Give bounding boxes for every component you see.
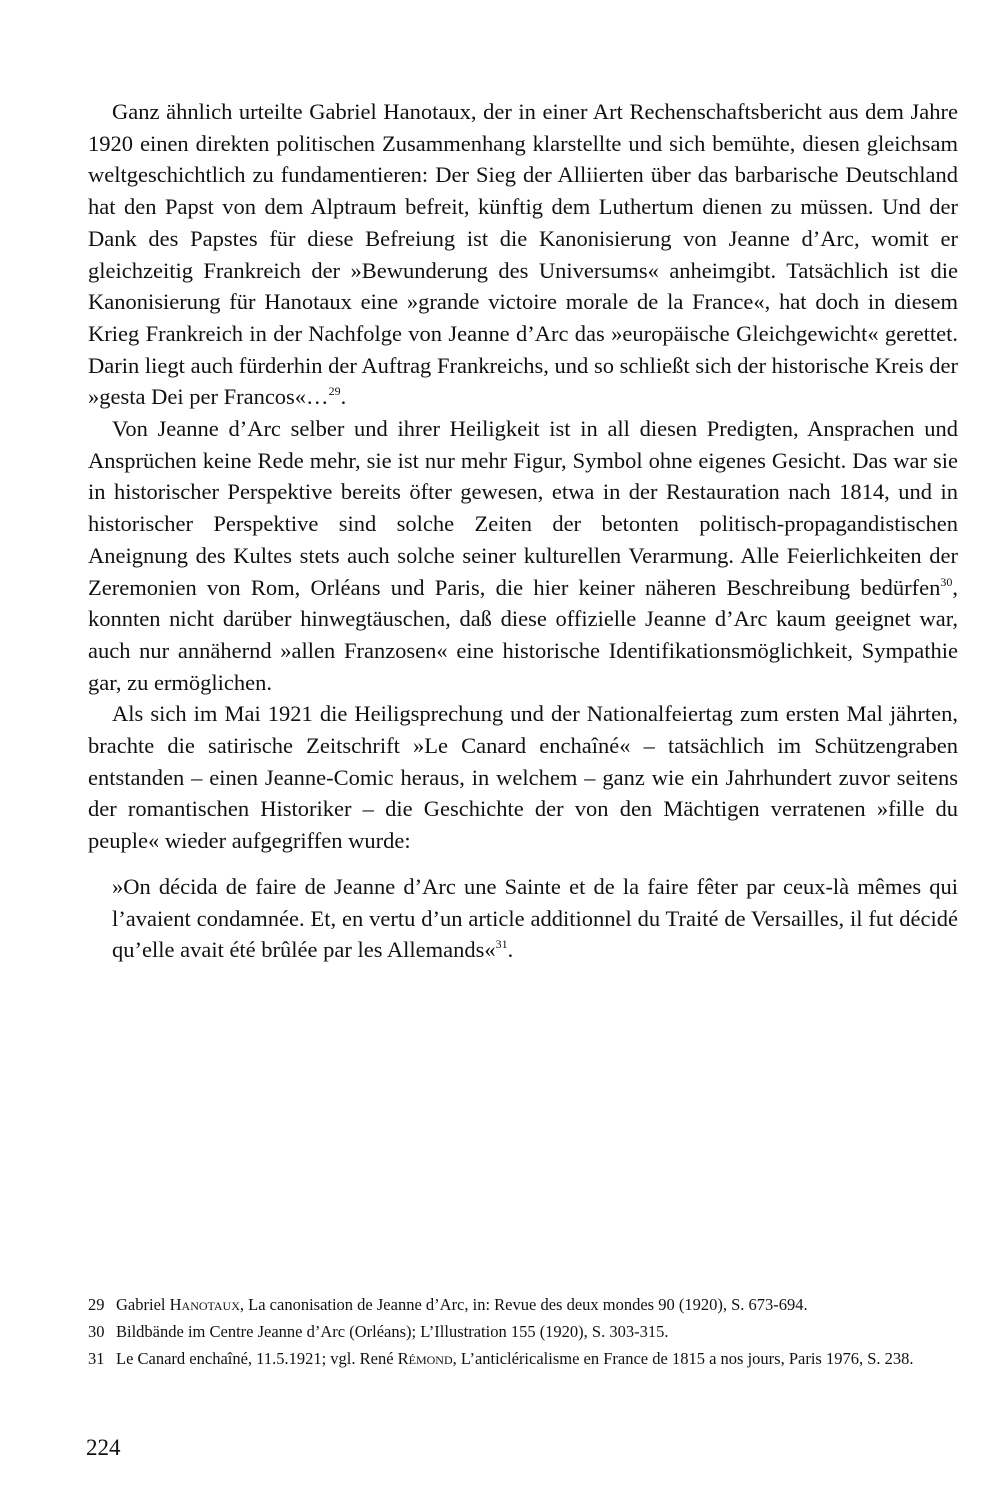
footnote-number: 30: [88, 1322, 105, 1341]
footnote-number: 29: [88, 1295, 105, 1314]
paragraph-2: [88, 413, 958, 698]
footnote-number: 31: [88, 1349, 105, 1368]
paragraph-1: [88, 96, 958, 413]
footnote-author: Rémond: [397, 1349, 453, 1368]
footnotes: [88, 1293, 960, 1374]
footnote-text: [116, 1347, 960, 1370]
paragraph-2-text-a: Von Jeanne d’Arc selber und ihrer Heiligkeit ist in all diesen Predigten, Ansprachen und Ansprüchen keine Rede mehr, sie ist nur mehr Figur, Symbol ohne eigenes Gesicht. Das war sie in historischer Perspektive bereits öfter gewesen, etwa in der Restauration nach 1814, und in historischer Perspektive sind solche Zeiten der betonten politisch-propagandistischen Aneignung des Kultes stets auch solche seiner kulturellen Verarmung. Alle Feierlichkeiten der Zeremonien von Rom, Orléans und Paris, die hier keiner näheren Beschreibung bedürfen: [88, 416, 958, 600]
footnote-author: Hanotaux: [169, 1295, 240, 1314]
footnote-ref-31: 31: [495, 937, 508, 952]
page-number: 224: [86, 1435, 121, 1460]
footnote-30: [88, 1320, 960, 1343]
footnote-text-pre: Gabriel: [116, 1295, 170, 1314]
paragraph-1-text: Ganz ähnlich urteilte Gabriel Hanotaux, der in einer Art Rechenschaftsbericht aus dem Jahre 1920 einen direkten politischen Zusammenhang klarstellte und sich bemühte, diesen gleichsam weltgeschichtlich zu fundamentieren: Der Sieg der Alliierten über das barbarische Deutschland hat den Papst von dem Alptraum befreit, künftig dem Luthertum dienen zu müssen. Und der Dank des Papstes für diese Befreiung ist die Kanonisierung von Jeanne d’Arc, womit er gleichzeitig Frankreich der »Bewunderung des Universums« anheimgibt. Tatsächlich ist die Kanonisierung für Hanotaux eine »grande victoire morale de la France«, hat doch in diesem Krieg Frankreich in der Nachfolge von Jeanne d’Arc das »europäische Gleichgewicht« gerettet. Darin liegt auch fürderhin der Auftrag Frankreichs, und so schließt sich der historische Kreis der »gesta Dei per Francos«…: [88, 99, 958, 410]
footnote-text-post: , La canonisation de Jeanne d’Arc, in: Revue des deux mondes 90 (1920), S. 673-694.: [239, 1295, 808, 1314]
paragraph-2-text-b: , konnten nicht darüber hinwegtäuschen, daß diese offizielle Jeanne d’Arc kaum geeignet war, auch nur annähernd »allen Franzosen« eine historische Identifikationsmöglichkeit, Sympathie gar, zu ermöglichen.: [88, 574, 958, 695]
footnote-31: [88, 1347, 960, 1370]
footnote-text-post: , L’anticléricalisme en France de 1815 a nos jours, Paris 1976, S. 238.: [452, 1349, 914, 1368]
footnote-text-pre: Le Canard enchaîné, 11.5.1921; vgl. René: [116, 1349, 398, 1368]
paragraph-3: Als sich im Mai 1921 die Heiligsprechung und der Nationalfeiertag zum ersten Mal jährten, brachte die satirische Zeitschrift »Le Canard enchaîné« – tatsächlich im Schützengraben entstanden – einen Jeanne-Comic heraus, in welchem – ganz wie ein Jahrhundert zuvor seitens der romantischen Historiker – die Geschichte der von den Mächtigen verratenen »fille du peuple« wieder aufgegriffen wurde:: [88, 701, 958, 854]
main-text: [88, 96, 958, 966]
footnote-text: Bildbände im Centre Jeanne d’Arc (Orléans); L’Illustration 155 (1920), S. 303-315.: [116, 1322, 669, 1341]
footnote-text: [116, 1293, 960, 1316]
block-quote-end: .: [507, 937, 514, 963]
footnote-ref-30: 30: [940, 574, 953, 589]
block-quote-text: »On décida de faire de Jeanne d’Arc une Sainte et de la faire fêter par ceux-là mêmes qui l’avaient condamnée. Et, en vertu d’un article additionnel du Traité de Versailles, il fut décidé qu’elle avait été brûlée par les Allemands«: [112, 873, 958, 963]
footnote-ref-29: 29: [328, 384, 341, 399]
footnote-29: [88, 1293, 960, 1316]
block-quote: [112, 871, 958, 966]
paragraph-1-end: .: [340, 384, 347, 410]
